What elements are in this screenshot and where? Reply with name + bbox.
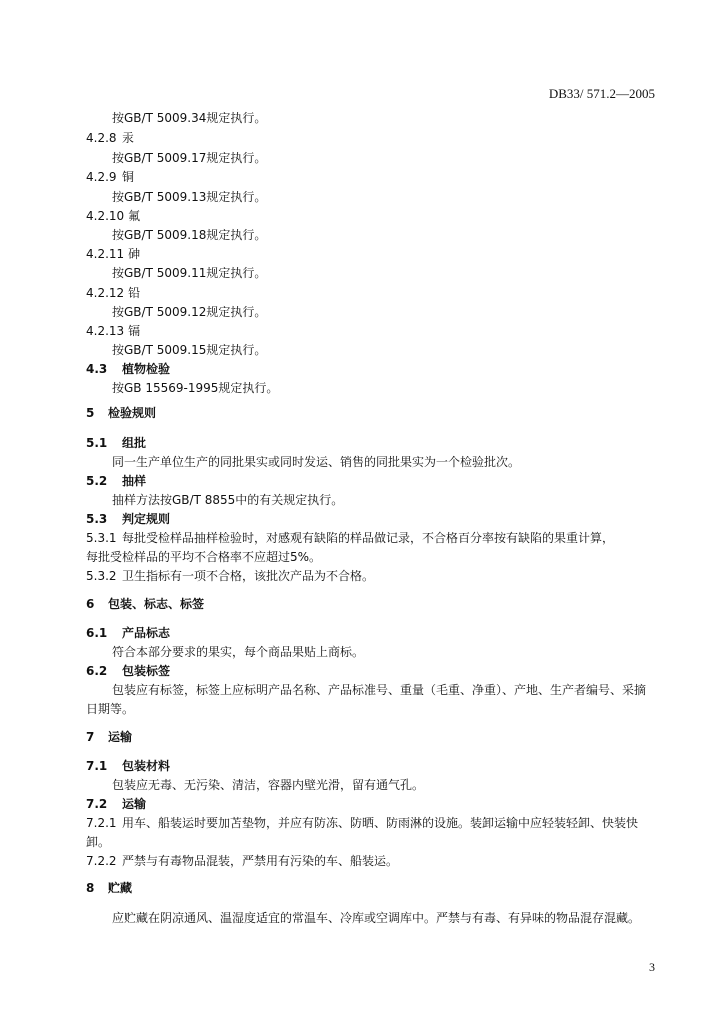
section-number: 5.3.1 [86, 531, 117, 545]
text-7-2-1-continued: 卸。 [86, 835, 111, 849]
section-number: 7.2 [86, 797, 108, 811]
rule-4-2-9: 按GB/T 5009.13规定执行。 [112, 190, 267, 204]
section-title: 氟 [128, 209, 141, 223]
paragraph-text: 每批受检样品抽样检验时，对感观有缺陷的样品做记录，不合格百分率按有缺陷的果重计算， [122, 531, 615, 545]
section-title: 汞 [122, 131, 135, 145]
section-title: 包装、标志、标签 [108, 597, 205, 611]
text-5-3-1 [86, 530, 614, 546]
section-number: 4.3 [86, 362, 108, 376]
text-5-1: 同一生产单位生产的同批果实或同时发运、销售的同批果实为一个检验批次。 [112, 455, 521, 469]
rule-4-2-13: 按GB/T 5009.15规定执行。 [112, 343, 267, 357]
section-number: 5.2 [86, 474, 108, 488]
section-title: 包装材料 [122, 759, 171, 773]
section-number: 5.1 [86, 436, 108, 450]
section-title: 抽样 [122, 474, 147, 488]
heading-6-2 [86, 663, 170, 679]
text-7-2-1 [86, 815, 638, 831]
text-6-2: 包装应有标签，标签上应标明产品名称、产品标准号、重量（毛重、净重）、产地、生产者编号、采摘 [112, 683, 647, 697]
heading-7-2 [86, 796, 146, 812]
rule-4-2-10: 按GB/T 5009.18规定执行。 [112, 228, 267, 242]
rule-4-2-7: 按GB/T 5009.34规定执行。 [112, 111, 267, 125]
text-8: 应贮藏在阴凉通风、温湿度适宜的常温车、冷库或空调库中。严禁与有毒、有异味的物品混存混藏。 [112, 911, 641, 925]
heading-4-2-12 [86, 285, 140, 301]
section-title: 铜 [122, 170, 135, 184]
heading-4-2-8 [86, 130, 134, 146]
section-title: 组批 [122, 436, 147, 450]
section-number: 4.2.13 [86, 324, 125, 338]
heading-5-3 [86, 511, 170, 527]
section-title: 运输 [108, 730, 133, 744]
section-number: 6 [86, 597, 95, 611]
section-number: 5.3 [86, 512, 108, 526]
heading-6-1 [86, 625, 170, 641]
rule-4-3: 按GB 15569-1995规定执行。 [112, 381, 279, 395]
document-code: DB33/ 571.2—2005 [548, 86, 655, 101]
heading-8 [86, 880, 132, 896]
text-5-3-2 [86, 568, 374, 584]
paragraph-text: 卫生指标有一项不合格，该批次产品为不合格。 [122, 569, 375, 583]
section-number: 7.1 [86, 759, 108, 773]
section-number: 4.2.11 [86, 247, 125, 261]
text-6-2-continued: 日期等。 [86, 702, 135, 716]
section-title: 运输 [122, 797, 147, 811]
section-title: 检验规则 [108, 406, 157, 420]
text-7-2-2 [86, 853, 398, 869]
paragraph-text: 严禁与有毒物品混装，严禁用有污染的车、船装运。 [122, 854, 399, 868]
section-number: 6.1 [86, 626, 108, 640]
section-title: 包装标签 [122, 664, 171, 678]
section-number: 5 [86, 406, 95, 420]
section-number: 7.2.1 [86, 816, 117, 830]
rule-4-2-12: 按GB/T 5009.12规定执行。 [112, 305, 267, 319]
heading-5 [86, 405, 156, 421]
text-5-2: 抽样方法按GB/T 8855中的有关规定执行。 [112, 493, 344, 507]
section-title: 铅 [128, 286, 141, 300]
heading-4-3 [86, 361, 170, 377]
section-number: 4.2.9 [86, 170, 117, 184]
heading-6 [86, 596, 204, 612]
section-title: 镉 [128, 324, 141, 338]
section-title: 砷 [128, 247, 141, 261]
heading-5-2 [86, 473, 146, 489]
section-number: 5.3.2 [86, 569, 117, 583]
page-number: 3 [649, 960, 655, 974]
heading-7 [86, 729, 132, 745]
section-number: 7.2.2 [86, 854, 117, 868]
heading-4-2-11 [86, 246, 140, 262]
section-number: 7 [86, 730, 95, 744]
heading-5-1 [86, 435, 146, 451]
rule-4-2-8: 按GB/T 5009.17规定执行。 [112, 151, 267, 165]
section-number: 6.2 [86, 664, 108, 678]
section-number: 4.2.10 [86, 209, 125, 223]
text-7-1: 包装应无毒、无污染、清洁，容器内壁光滑，留有通气孔。 [112, 778, 425, 792]
section-title: 判定规则 [122, 512, 171, 526]
text-6-1: 符合本部分要求的果实，每个商品果贴上商标。 [112, 645, 365, 659]
section-number: 8 [86, 881, 95, 895]
section-title: 贮藏 [108, 881, 133, 895]
section-number: 4.2.12 [86, 286, 125, 300]
text-5-3-1-continued: 每批受检样品的平均不合格率不应超过5%。 [86, 550, 322, 564]
paragraph-text: 用车、船装运时要加苫垫物，并应有防冻、防晒、防雨淋的设施。装卸运输中应轻装轻卸、快装快 [122, 816, 639, 830]
heading-4-2-9 [86, 169, 134, 185]
heading-4-2-10 [86, 208, 140, 224]
rule-4-2-11: 按GB/T 5009.11规定执行。 [112, 266, 267, 280]
heading-7-1 [86, 758, 170, 774]
section-title: 产品标志 [122, 626, 171, 640]
section-title: 植物检验 [122, 362, 171, 376]
section-number: 4.2.8 [86, 131, 117, 145]
heading-4-2-13 [86, 323, 140, 339]
